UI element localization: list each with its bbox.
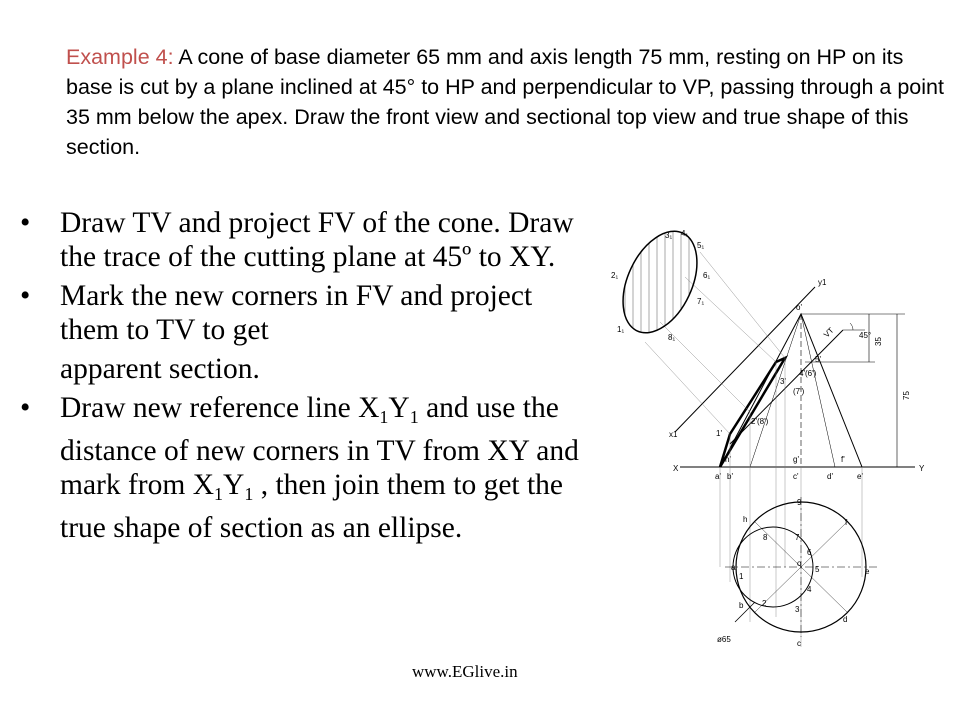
fv-label: f': [841, 455, 845, 464]
tv-label: a: [731, 563, 736, 572]
engineering-drawing: [605, 222, 940, 652]
ts-label: 3₁: [665, 231, 673, 240]
subscript: 1: [244, 484, 254, 504]
cut-label: 5': [815, 355, 821, 364]
instruction-list: [20, 206, 580, 550]
example-text: A cone of base diameter 65 mm and axis length 75 mm, resting on HP on its base is cut by a plane inclined at 45° to HP and perpendicular to VP, passing through a point 35 mm below the apex. Draw the front view and sectional top view and true shape of this section.: [66, 45, 944, 159]
cut-label: 4'(6'): [799, 369, 817, 378]
subscript: 1: [214, 484, 224, 504]
bullet-text: , then join them to get the true shape of section as an ellipse.: [60, 469, 564, 544]
tv-label: 9: [797, 498, 802, 507]
tv-label: b: [739, 601, 744, 610]
tv-inner-label: 1: [739, 572, 744, 581]
tv-inner-label: 4: [807, 585, 812, 594]
true-shape-hatching: [625, 222, 697, 342]
tv-inner-label: 6: [807, 548, 812, 557]
dia-leader: [735, 602, 755, 622]
ts-label: 2₁: [611, 271, 619, 280]
fv-label: h': [725, 455, 731, 464]
tv-label: e: [865, 567, 870, 576]
dim-35: 35: [874, 337, 883, 346]
tv-inner-label: 3: [795, 605, 800, 614]
ts-label: 6₁: [703, 271, 711, 280]
label-y: Y: [919, 464, 925, 473]
ts-label: 8₁: [668, 333, 676, 342]
example-label: Example 4:: [66, 45, 174, 69]
fv-label: c': [793, 472, 799, 481]
bullet-dot-icon: •: [20, 392, 31, 424]
label-dia: ø65: [717, 635, 731, 644]
label-angle: 45°: [859, 331, 872, 340]
subscript: 1: [409, 407, 419, 427]
ts-label: 1₁: [617, 325, 625, 334]
angle-arc: [850, 323, 853, 330]
bullet-dot-icon: •: [20, 280, 31, 312]
bullet-text: and use the distance of new corners in TV from XY and mark from X: [60, 392, 579, 501]
bullet-item: [20, 279, 580, 347]
label-y1: y1: [818, 278, 827, 287]
fv-label: e': [857, 472, 863, 481]
label-x1: x1: [669, 430, 678, 439]
footer-url: www.EGlive.in: [412, 662, 518, 681]
bullet-item: [20, 391, 580, 545]
cut-label: 3': [780, 377, 786, 386]
bullet-text: Draw new reference line X: [60, 392, 380, 424]
tv-label: h: [743, 515, 748, 524]
example-statement: [66, 42, 946, 162]
tv-label: c: [797, 639, 801, 648]
auxiliary-projectors: [645, 252, 785, 434]
tv-label: f: [845, 518, 848, 527]
front-view-cut-portion: [720, 358, 785, 467]
bullet-text: Y: [388, 392, 410, 424]
fv-label: d': [827, 472, 833, 481]
front-view-cone: [720, 314, 862, 467]
cut-label: 2'(8'): [751, 417, 769, 426]
bullet-text: Y: [223, 469, 245, 501]
bullet-text: Mark the new corners in FV and project them to TV to get: [60, 280, 533, 346]
cut-label: (7'): [793, 387, 805, 396]
dim-75: 75: [902, 391, 911, 400]
fv-label: b': [727, 472, 733, 481]
subscript: 1: [379, 407, 389, 427]
tv-label: d: [843, 615, 848, 624]
label-apex: o': [796, 303, 802, 312]
bullet-text: Draw TV and project FV of the cone. Draw the trace of the cutting plane at 45º to XY.: [60, 207, 574, 273]
tv-inner-label: o: [797, 559, 802, 568]
tv-inner-label: 2: [762, 599, 767, 608]
tv-inner-label: 8: [763, 533, 768, 542]
bullet-dot-icon: •: [20, 207, 31, 239]
ts-label: 5₁: [697, 241, 705, 250]
fv-label: a': [715, 472, 721, 481]
tv-inner-label: 5: [815, 565, 820, 574]
bullet-item: [20, 206, 580, 274]
tv-inner-label: 7: [795, 533, 800, 542]
label-vt: VT: [822, 325, 836, 340]
fv-label: g': [793, 455, 799, 464]
ts-label: 7₁: [697, 297, 705, 306]
ts-label: 4₁: [681, 229, 689, 238]
label-x: X: [673, 464, 679, 473]
bullet-continuation: apparent section.: [60, 353, 260, 385]
cut-label: 1': [716, 429, 722, 438]
